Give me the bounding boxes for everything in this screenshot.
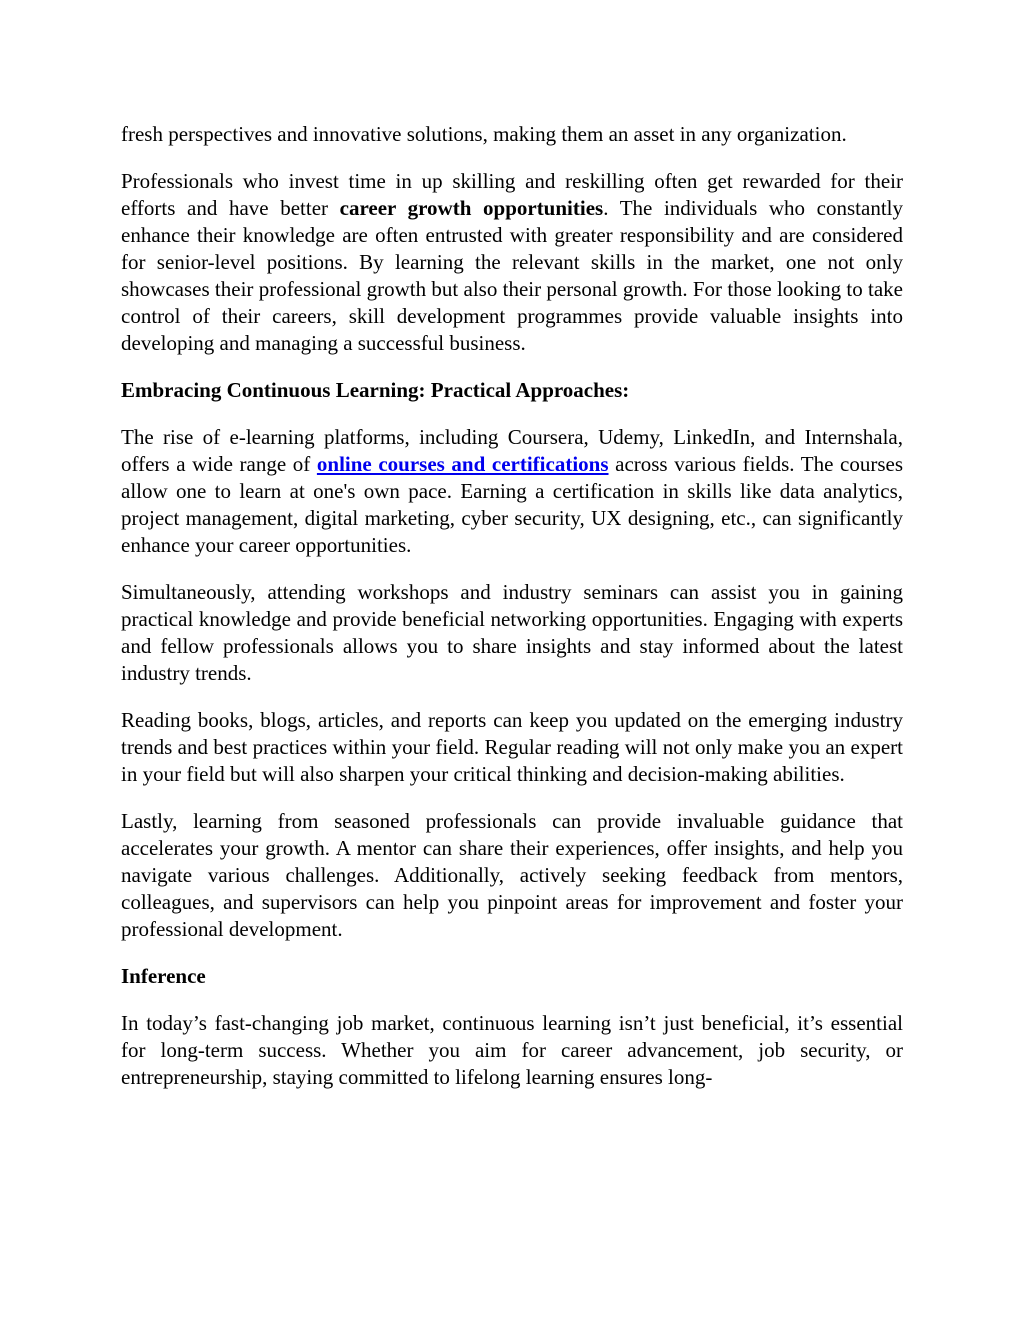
paragraph-text: . The individuals who constantly enhance their knowledge are often entrusted with greater responsibility and are considered for senior-level positions. By learning the relevant skills in the market, one not only showcases their professional growth but also their personal growth. For those looking to take control of their careers, skill development programmes provide valuable insights into developing and managing a successful business.	[121, 196, 903, 355]
paragraph-workshops	[121, 579, 903, 687]
bold-career-growth-opportunities: career growth opportunities	[339, 196, 604, 220]
paragraph-text: Lastly, learning from seasoned professionals can provide invaluable guidance that accelerates your growth. A mentor can share their experiences, offer insights, and help you navigate various challenges. Additionally, actively seeking feedback from mentors, colleagues, and supervisors can help you pinpoint areas for improvement and foster your professional development.	[121, 809, 903, 941]
paragraph-text: Simultaneously, attending workshops and industry seminars can assist you in gaining practical knowledge and provide beneficial networking opportunities. Engaging with experts and fellow professionals allows you to share insights and stay informed about the latest industry trends.	[121, 580, 903, 685]
paragraph-text: Reading books, blogs, articles, and reports can keep you updated on the emerging industry trends and best practices within your field. Regular reading will not only make you an expert in your field but will also sharpen your critical thinking and decision-making abilities.	[121, 708, 903, 786]
document-page	[121, 121, 903, 1111]
paragraph-mentors	[121, 808, 903, 943]
paragraph-text: The rise of e-learning platforms, including Coursera, Udemy, LinkedIn, and Internshala, offers a wide range of	[121, 425, 903, 476]
section-heading-continuous-learning: Embracing Continuous Learning: Practical Approaches:	[121, 378, 630, 402]
paragraph-professionals	[121, 168, 903, 357]
paragraph-e-learning	[121, 424, 903, 559]
paragraph-fresh-perspectives	[121, 121, 903, 148]
paragraph-text: Professionals who invest time in up skilling and reskilling often get rewarded for their efforts and have better	[121, 169, 903, 220]
section-heading-inference: Inference	[121, 964, 206, 988]
paragraph-inference	[121, 1010, 903, 1091]
link-online-courses-and-certifications[interactable]: online courses and certifications	[316, 452, 609, 476]
paragraph-text: across various fields. The courses allow one to learn at one's own pace. Earning a certification in skills like data analytics, project management, digital marketing, cyber security, UX designing, etc., can significantly enhance your career opportunities.	[121, 452, 903, 557]
paragraph-text: In today’s fast-changing job market, continuous learning isn’t just beneficial, it’s essential for long-term success. Whether you aim for career advancement, job security, or entrepreneurship, staying committed to lifelong learning ensures long-	[121, 1011, 903, 1089]
paragraph-reading	[121, 707, 903, 788]
paragraph-text: fresh perspectives and innovative solutions, making them an asset in any organization.	[121, 122, 847, 146]
